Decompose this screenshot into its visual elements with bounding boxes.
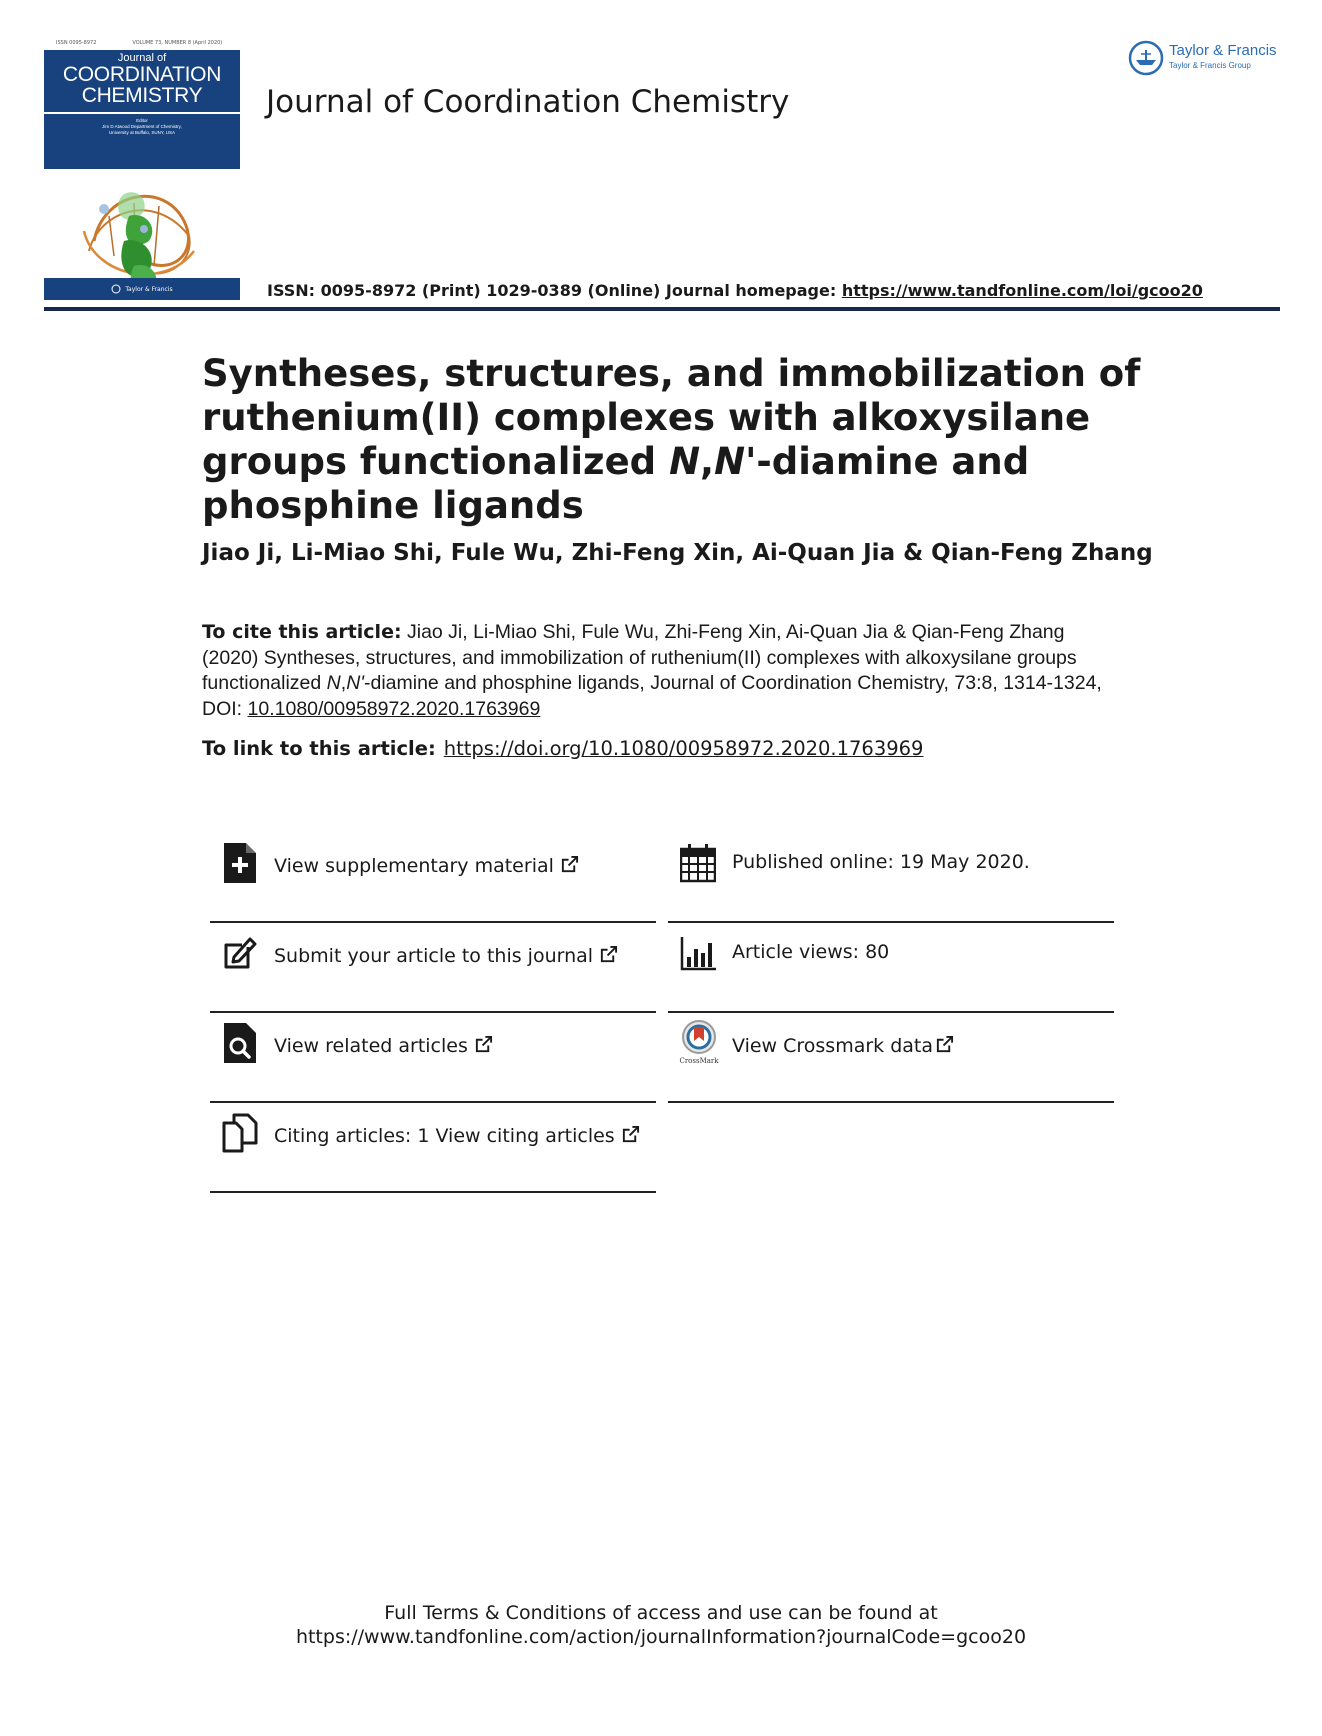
article-views: Article views: 80: [732, 941, 890, 963]
citation-italic-n2: N': [346, 672, 364, 694]
external-link-icon: [474, 1035, 493, 1054]
citation-comma: ,: [340, 672, 347, 694]
cover-top-strip: [44, 36, 240, 50]
action-crossmark[interactable]: [668, 1011, 1114, 1103]
action-related-label: [274, 1035, 493, 1057]
cover-editor-1: Editor: [136, 118, 148, 123]
external-link-icon: [560, 855, 579, 874]
article-doi-link[interactable]: https://doi.org/10.1080/00958972.2020.1763969: [443, 737, 924, 760]
citation-text-1: Jiao Ji, Li-Miao Shi, Fule Wu, Zhi-Feng Xin, Ai-Quan Jia & Qian-Feng Zhang (2020) Syntheses, structures, and immobilization of ruthenium(II) complexes with alkoxysilane groups functionalized: [202, 621, 1077, 694]
cover-chemistry: CHEMISTRY: [81, 84, 203, 107]
title-text-1: Syntheses, structures, and immobilization of ruthenium(II) complexes with alkoxysilane groups functionalized: [202, 352, 1141, 483]
taylor-francis-logo[interactable]: [1128, 38, 1282, 78]
footer-url[interactable]: https://www.tandfonline.com/action/journalInformation?journalCode=gcoo20: [295, 1626, 1027, 1648]
terms-footer: [0, 1601, 1322, 1649]
publisher-group: Taylor & Francis Group: [1169, 61, 1251, 70]
cover-journal-of: Journal of: [117, 52, 167, 64]
file-plus-icon: [222, 843, 258, 883]
action-published: [668, 831, 1114, 923]
cover-volume: VOLUME 73, NUMBER 8 (April 2020): [132, 40, 223, 46]
action-submit-label: [274, 945, 618, 967]
external-link-icon: [935, 1035, 954, 1054]
taylor-francis-icon: [1128, 40, 1164, 76]
action-views: [668, 921, 1114, 1013]
cover-coordination: COORDINATION: [62, 63, 222, 86]
article-authors: Jiao Ji, Li-Miao Shi, Fule Wu, Zhi-Feng Xin, Ai-Quan Jia & Qian-Feng Zhang: [202, 540, 1153, 566]
citation-italic-n1: N: [326, 672, 341, 694]
external-link-icon: [599, 945, 618, 964]
cover-tf-icon: [111, 284, 121, 294]
published-date: Published online: 19 May 2020.: [732, 851, 1030, 873]
citing-text: Citing articles: 1 View citing articles: [274, 1125, 615, 1147]
citation-block: [202, 620, 1122, 722]
action-citing-label: [274, 1125, 640, 1147]
cover-title-band: [44, 50, 240, 169]
calendar-icon: [680, 843, 716, 883]
journal-title: Journal of Coordination Chemistry: [266, 84, 790, 120]
cover-issn: ISSN 0095-8972: [56, 40, 97, 46]
supplementary-text: View supplementary material: [274, 855, 554, 877]
action-submit[interactable]: [210, 921, 656, 1013]
journal-homepage-link[interactable]: https://www.tandfonline.com/loi/gcoo20: [841, 281, 1203, 300]
article-link-line: [202, 737, 923, 760]
edit-icon: [222, 933, 258, 973]
cover-editor-2: Jim D Atwood Department of Chemistry,: [102, 124, 182, 129]
cover-publisher-strip: [44, 278, 240, 300]
crossmark-logo-text: CrossMark: [679, 1057, 719, 1065]
title-italic-n2: N: [714, 440, 746, 483]
title-text-2: '-diamine and phosphine ligands: [202, 440, 1030, 527]
link-label: To link to this article:: [202, 737, 436, 760]
submit-text: Submit your article to this journal: [274, 945, 594, 967]
footer-line-1: Full Terms & Conditions of access and use can be found at: [384, 1602, 938, 1624]
action-supplementary-label: [274, 855, 579, 877]
title-comma: ,: [700, 440, 715, 483]
action-supplementary[interactable]: [210, 831, 656, 923]
action-related[interactable]: [210, 1011, 656, 1103]
cover-editor-3: University at Buffalo, SUNY, USA: [108, 130, 176, 135]
cover-publisher: Taylor & Francis: [125, 285, 173, 293]
article-title: [202, 352, 1202, 528]
action-crossmark-label: [732, 1035, 954, 1057]
issn-text: ISSN: 0095-8972 (Print) 1029-0389 (Online) Journal homepage:: [267, 281, 842, 300]
journal-cover-image: [44, 36, 240, 300]
issn-line: [267, 281, 1203, 300]
publisher-name: Taylor & Francis: [1169, 42, 1277, 59]
file-search-icon: [222, 1023, 258, 1063]
cover-divider: [44, 112, 240, 114]
action-citing[interactable]: [210, 1101, 656, 1193]
citation-doi-link[interactable]: 10.1080/00958972.2020.1763969: [247, 697, 541, 720]
citation-label: To cite this article:: [202, 621, 402, 643]
crossmark-icon: [678, 1019, 720, 1065]
crossmark-text: View Crossmark data: [732, 1035, 934, 1057]
title-italic-n1: N: [669, 440, 701, 483]
external-link-icon: [621, 1125, 640, 1144]
citation-text-2: -diamine and phosphine ligands, Journal of Coordination Chemistry, 73:8, 1314-1324, DOI:: [202, 672, 1102, 720]
copy-documents-icon: [222, 1113, 258, 1153]
related-text: View related articles: [274, 1035, 468, 1057]
bar-chart-icon: [680, 933, 716, 973]
header-divider: [44, 307, 1280, 311]
